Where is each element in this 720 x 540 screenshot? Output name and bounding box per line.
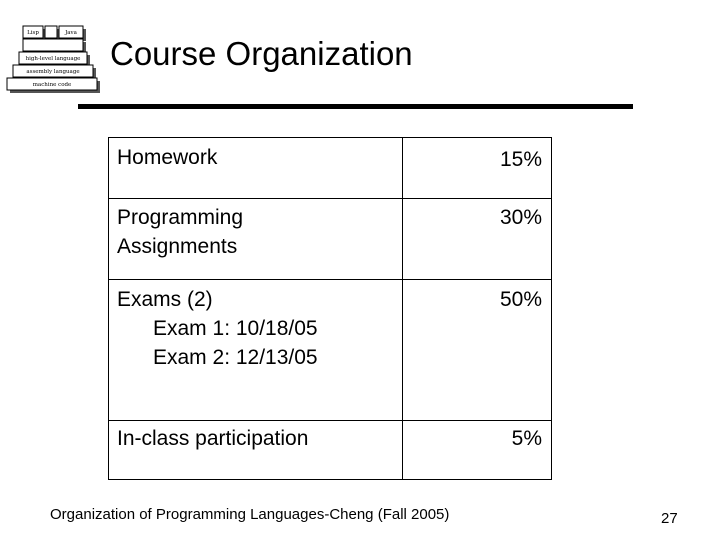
logo-tier-text: machine code [32,82,72,88]
row-label [117,285,318,372]
row-label-line: Programming [117,206,244,229]
row-percent: 5% [511,427,542,450]
page-number: 27 [661,510,678,527]
exam-date-line: Exam 1: 10/18/05 [153,317,318,340]
logo-tier-text: Java [65,30,77,36]
logo-tier-text: Lisp [27,30,39,36]
language-hierarchy-pyramid-icon [2,8,102,94]
row-percent: 30% [499,206,542,229]
slide-footer: Organization of Programming Languages-Cheng (Fall 2005) [50,506,450,523]
title-divider [78,104,633,109]
logo-tier-text: high-level language [25,56,81,62]
row-label [117,143,217,172]
table-row [109,421,551,479]
row-label [117,203,243,261]
table-row [109,199,551,279]
slide-title: Course Organization [110,35,413,72]
logo-tier-text: assembly language [26,69,80,75]
row-percent: 50% [499,288,542,311]
row-label-line: Exams (2) [117,288,213,311]
exam-date-line: Exam 2: 12/13/05 [153,346,318,369]
row-label-line: Assignments [117,235,238,258]
table-row [109,280,551,420]
grading-table [108,137,552,480]
row-percent: 15% [499,148,542,171]
row-label-line: In-class participation [117,427,309,450]
row-label-line: Homework [117,146,218,169]
row-label [117,424,308,453]
table-row [109,138,551,198]
